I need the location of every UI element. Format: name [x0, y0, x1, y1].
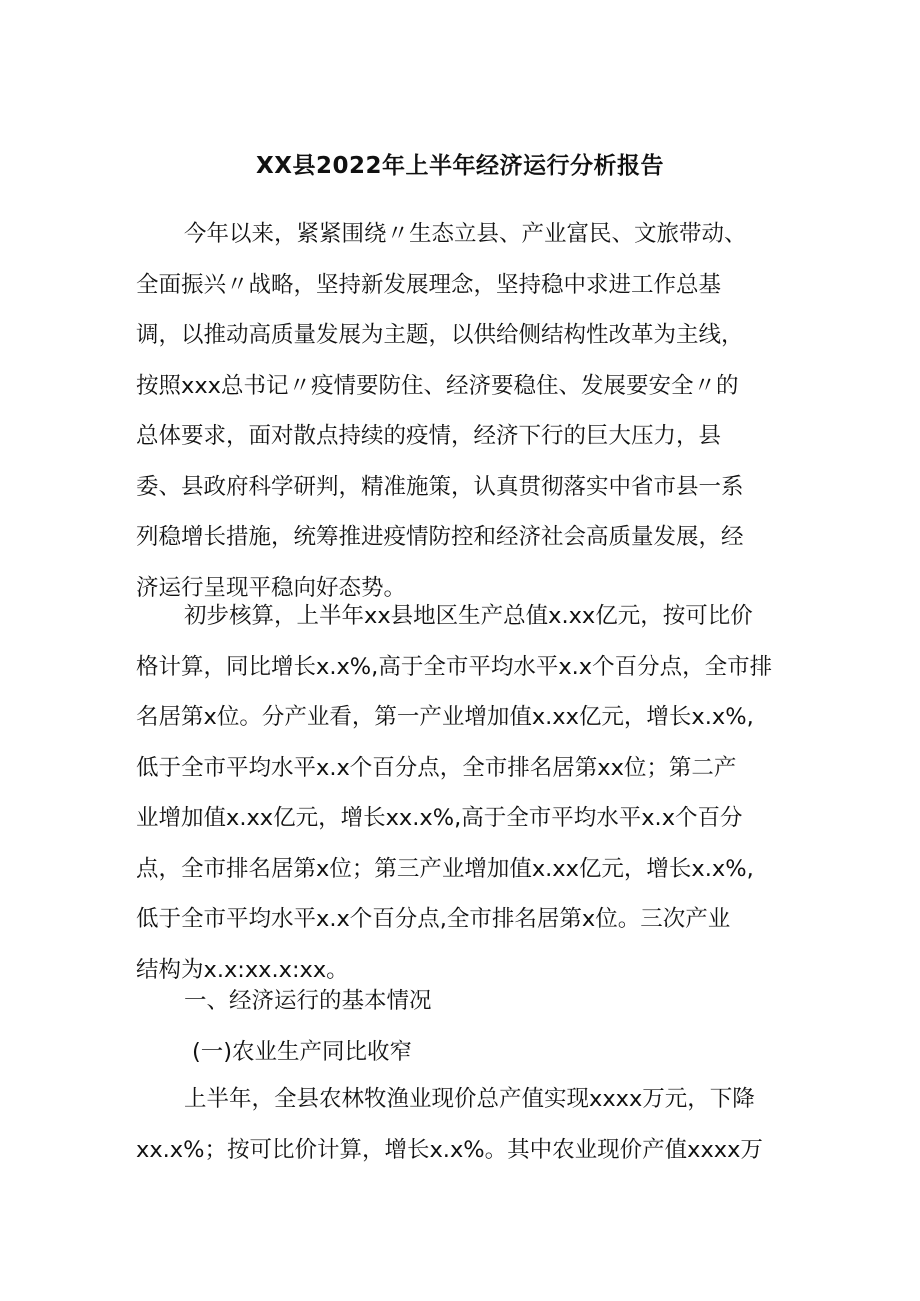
paragraph-line: 列稳增长措施，统筹推进疫情防控和经济社会高质量发展，经 — [136, 524, 744, 550]
section-heading-1: 一、经济运行的基本情况 — [184, 988, 432, 1014]
paragraph-line: 委、县政府科学研判，精准施策，认真贯彻落实中省市县一系 — [136, 473, 744, 500]
paragraph-agriculture — [136, 1074, 786, 1175]
paragraph-line: 初步核算，上半年xx县地区生产总值x.xx亿元，按可比价 — [184, 603, 753, 629]
paragraph-line: 调，以推动高质量发展为主题，以供给侧结构性改革为主线， — [136, 322, 744, 348]
document-title: XX县2022年上半年经济运行分析报告 — [256, 153, 664, 179]
subsection-heading-1: (一)农业生产同比收窄 — [192, 1039, 413, 1065]
paragraph-line: 全面振兴〃战略，坚持新发展理念，坚持稳中求进工作总基 — [136, 271, 722, 298]
paragraph-line: 济运行呈现平稳向好态势。 — [136, 574, 407, 601]
paragraph-line: xx.x%；按可比价计算，增长x.x%。其中农业现价产值xxxx万 — [136, 1136, 763, 1163]
subsection-heading — [136, 1027, 786, 1078]
paragraph-line: 格计算，同比增长x.x%,高于全市平均水平x.x个百分点，全市排 — [136, 653, 773, 680]
paragraph-line: 低于全市平均水平x.x个百分点，全市排名居第xx位；第二产 — [136, 754, 737, 781]
paragraph-line: 上半年，全县农林牧渔业现价总产值实现xxxx万元，下降 — [184, 1086, 755, 1112]
paragraph-line: 点，全市排名居第x位；第三产业增加值x.xx亿元，增长x.x%, — [136, 855, 754, 882]
paragraph-line: 业增加值x.xx亿元，增长xx.x%,高于全市平均水平x.x个百分 — [136, 805, 743, 831]
section-heading — [136, 976, 786, 1027]
paragraph-line: 总体要求，面对散点持续的疫情，经济下行的巨大压力，县 — [136, 423, 722, 449]
paragraph-intro — [136, 209, 786, 613]
paragraph-line: 低于全市平均水平x.x个百分点,全市排名居第x位。三次产业 — [136, 906, 731, 932]
paragraph-line: 今年以来，紧紧围绕〃生态立县、产业富民、文旅带动、 — [184, 221, 747, 247]
paragraph-gdp — [136, 591, 786, 995]
paragraph-line: 结构为x.x:xx.x:xx。 — [136, 956, 349, 983]
paragraph-line: 名居第x位。分产业看，第一产业增加值x.xx亿元，增长x.x%, — [136, 704, 754, 730]
paragraph-line: 按照xxx总书记〃疫情要防住、经济要稳住、发展要安全〃的 — [136, 372, 739, 399]
